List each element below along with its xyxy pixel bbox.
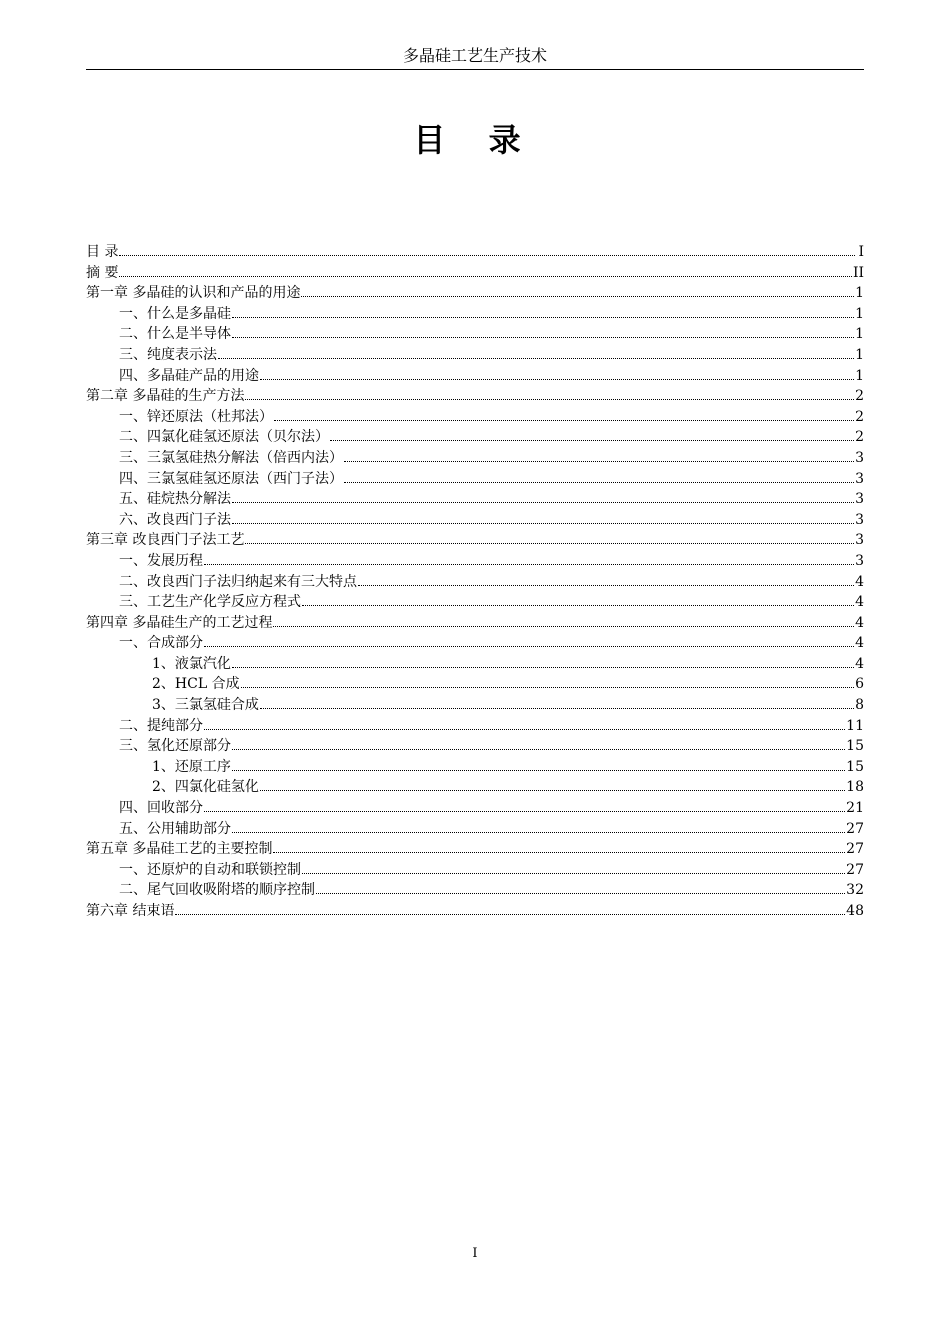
toc-entry-label: 2、四氯化硅氢化 (152, 779, 259, 796)
toc-entry-label: 1、液氯汽化 (152, 655, 231, 672)
toc-entry-page: 11 (846, 717, 864, 734)
toc-entry-label: 一、什么是多晶硅 (119, 305, 231, 322)
toc-dot-leader (245, 386, 854, 400)
toc-dot-leader (232, 757, 845, 771)
toc-entry[interactable] (86, 757, 864, 778)
toc-entry-label: 二、提纯部分 (119, 717, 203, 734)
toc-entry[interactable] (86, 345, 864, 366)
toc-entry[interactable] (86, 654, 864, 675)
toc-entry-label: 摘 要 (86, 264, 119, 281)
toc-entry-page: 3 (855, 552, 864, 569)
toc-entry-label: 第二章 多晶硅的生产方法 (86, 388, 245, 405)
toc-entry-page: 27 (846, 841, 864, 858)
toc-entry-page: 3 (855, 449, 864, 466)
toc-entry-label: 二、改良西门子法归纳起来有三大特点 (119, 573, 357, 590)
table-of-contents (86, 242, 864, 922)
toc-entry[interactable] (86, 839, 864, 860)
toc-entry[interactable] (86, 572, 864, 593)
toc-entry[interactable] (86, 304, 864, 325)
toc-entry[interactable] (86, 777, 864, 798)
toc-entry-label: 二、什么是半导体 (119, 326, 231, 343)
toc-entry[interactable] (86, 366, 864, 387)
toc-entry[interactable] (86, 489, 864, 510)
running-header: 多晶硅工艺生产技术 (86, 44, 864, 70)
toc-dot-leader (301, 283, 854, 297)
toc-entry-page: 2 (855, 388, 864, 405)
page-number: I (472, 1246, 478, 1261)
toc-entry-page: 1 (855, 367, 864, 384)
toc-dot-leader (232, 489, 854, 503)
toc-entry-page: 4 (855, 614, 864, 631)
toc-dot-leader (232, 654, 854, 668)
toc-entry[interactable] (86, 427, 864, 448)
toc-dot-leader (358, 572, 854, 586)
toc-dot-leader (260, 366, 854, 380)
toc-entry[interactable] (86, 283, 864, 304)
toc-dot-leader (241, 674, 855, 688)
toc-entry-page: 1 (855, 326, 864, 343)
toc-entry[interactable] (86, 530, 864, 551)
toc-entry-label: 第三章 改良西门子法工艺 (86, 532, 245, 549)
toc-dot-leader (330, 427, 854, 441)
toc-entry-label: 五、公用辅助部分 (119, 820, 231, 837)
toc-dot-leader (204, 716, 845, 730)
toc-entry-page: 3 (855, 532, 864, 549)
toc-entry-page: 4 (855, 635, 864, 652)
toc-dot-leader (204, 798, 845, 812)
toc-dot-leader (316, 880, 845, 894)
toc-entry-label: 第六章 结束语 (86, 903, 175, 919)
toc-entry[interactable] (86, 242, 864, 263)
toc-entry-label: 三、氢化还原部分 (119, 738, 231, 755)
toc-entry-label: 四、三氯氢硅氢还原法（西门子法） (119, 470, 343, 487)
toc-dot-leader (260, 695, 854, 709)
toc-entry-page: 4 (855, 655, 864, 672)
toc-entry-page: 4 (855, 594, 864, 611)
toc-entry-label: 一、合成部分 (119, 635, 203, 652)
toc-dot-leader (302, 860, 845, 874)
toc-entry[interactable] (86, 592, 864, 613)
toc-dot-leader (119, 263, 851, 277)
toc-entry-label: 目 录 (86, 244, 119, 260)
toc-entry[interactable] (86, 613, 864, 634)
toc-entry[interactable] (86, 448, 864, 469)
toc-entry[interactable] (86, 510, 864, 531)
toc-entry-page: 2 (855, 408, 864, 425)
toc-entry-label: 四、多晶硅产品的用途 (119, 367, 259, 384)
toc-entry-label: 第四章 多晶硅生产的工艺过程 (86, 614, 273, 631)
toc-entry[interactable] (86, 386, 864, 407)
toc-entry-label: 1、还原工序 (152, 758, 231, 775)
toc-entry-label: 六、改良西门子法 (119, 511, 231, 528)
toc-entry[interactable] (86, 469, 864, 490)
toc-entry-page: 27 (846, 820, 864, 837)
toc-entry[interactable] (86, 633, 864, 654)
toc-dot-leader (119, 242, 855, 256)
toc-dot-leader (245, 530, 854, 544)
toc-entry-label: 二、尾气回收吸附塔的顺序控制 (119, 882, 315, 899)
toc-dot-leader (344, 469, 854, 483)
toc-dot-leader (274, 407, 854, 421)
toc-entry-label: 四、回收部分 (119, 800, 203, 817)
toc-entry-page: 15 (846, 758, 864, 775)
toc-entry-label: 第一章 多晶硅的认识和产品的用途 (86, 285, 301, 302)
toc-entry[interactable] (86, 695, 864, 716)
toc-entry-page: 21 (846, 800, 864, 817)
toc-entry[interactable] (86, 324, 864, 345)
toc-entry-label: 2、HCL 合成 (152, 676, 240, 693)
page-title: 目 录 (413, 121, 537, 159)
toc-dot-leader (175, 901, 845, 915)
toc-entry[interactable] (86, 736, 864, 757)
toc-dot-leader (232, 819, 845, 833)
toc-entry[interactable] (86, 819, 864, 840)
toc-entry-page: 32 (846, 882, 864, 899)
toc-dot-leader (273, 613, 854, 627)
toc-entry-label: 第五章 多晶硅工艺的主要控制 (86, 841, 273, 858)
toc-dot-leader (344, 448, 854, 462)
toc-entry-page: 3 (855, 470, 864, 487)
toc-entry-page: 1 (855, 305, 864, 322)
toc-entry-page: 15 (846, 738, 864, 755)
toc-entry[interactable] (86, 551, 864, 572)
toc-entry-page: I (858, 244, 864, 260)
toc-dot-leader (232, 304, 854, 318)
toc-entry-page: 3 (855, 491, 864, 508)
toc-entry-page: 18 (846, 779, 864, 796)
toc-entry-page: II (852, 264, 864, 281)
toc-entry[interactable] (86, 798, 864, 819)
toc-entry-label: 三、纯度表示法 (119, 346, 217, 363)
toc-dot-leader (273, 839, 845, 853)
toc-dot-leader (302, 592, 854, 606)
toc-dot-leader (232, 324, 854, 338)
toc-entry-label: 三、三氯氢硅热分解法（倍西内法） (119, 449, 343, 466)
toc-entry-page: 48 (846, 903, 864, 919)
toc-entry[interactable] (86, 674, 864, 695)
toc-entry-label: 3、三氯氢硅合成 (152, 697, 259, 714)
toc-dot-leader (204, 551, 854, 565)
toc-entry[interactable] (86, 716, 864, 737)
toc-dot-leader (232, 736, 845, 750)
toc-entry-label: 三、工艺生产化学反应方程式 (119, 594, 301, 611)
toc-entry-label: 五、硅烷热分解法 (119, 491, 231, 508)
toc-entry-page: 1 (855, 346, 864, 363)
toc-dot-leader (260, 777, 845, 791)
toc-entry-page: 3 (855, 511, 864, 528)
toc-entry[interactable] (86, 263, 864, 284)
toc-entry-page: 1 (855, 285, 864, 302)
toc-entry-label: 一、还原炉的自动和联锁控制 (119, 861, 301, 878)
toc-entry-page: 8 (855, 697, 864, 714)
toc-entry-label: 二、四氯化硅氢还原法（贝尔法） (119, 429, 329, 446)
toc-entry-label: 一、发展历程 (119, 552, 203, 569)
toc-dot-leader (204, 633, 854, 647)
toc-entry-page: 6 (855, 676, 864, 693)
toc-dot-leader (232, 510, 854, 524)
toc-dot-leader (218, 345, 854, 359)
toc-entry-label: 一、锌还原法（杜邦法） (119, 408, 273, 425)
toc-entry[interactable] (86, 860, 864, 881)
toc-entry-page: 4 (855, 573, 864, 590)
toc-entry-page: 2 (855, 429, 864, 446)
toc-entry[interactable] (86, 407, 864, 428)
toc-entry[interactable] (86, 901, 864, 922)
toc-entry-page: 27 (846, 861, 864, 878)
toc-entry[interactable] (86, 880, 864, 901)
